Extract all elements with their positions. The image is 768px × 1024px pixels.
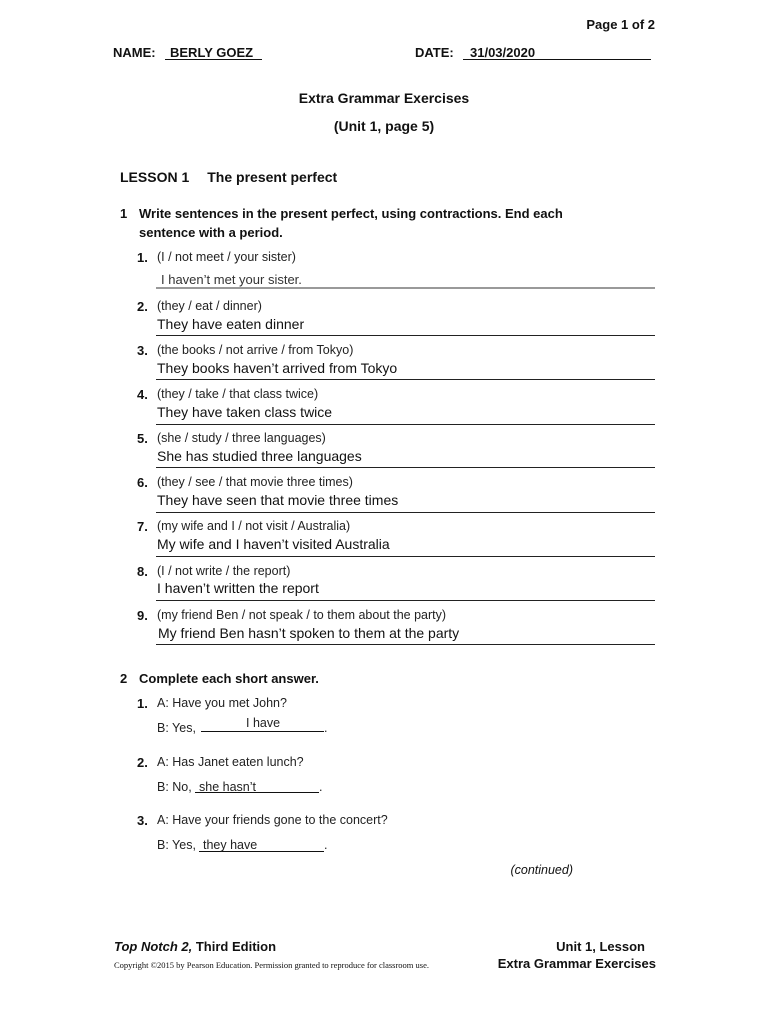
b-prefix: B: Yes, (157, 838, 196, 852)
item-number: 1. (137, 250, 148, 265)
lesson-heading (120, 169, 337, 185)
exercise-1-number: 1 (120, 206, 128, 221)
item-number: 3. (137, 813, 148, 828)
answer-line (156, 424, 655, 425)
footer-unit: Unit 1, Lesson (556, 939, 645, 954)
item-prompt: (my friend Ben / not speak / to them about the party) (157, 608, 447, 622)
answer-text: My friend Ben hasn’t spoken to them at the party (158, 625, 460, 641)
item-prompt: (she / study / three languages) (157, 431, 326, 445)
item-number: 8. (137, 564, 148, 579)
answer-line (156, 379, 655, 380)
short-answer-text: they have (203, 838, 258, 852)
answer-line (156, 467, 655, 468)
answer-line (156, 556, 655, 557)
answer-line (156, 600, 655, 601)
item-number: 7. (137, 519, 148, 534)
item-number: 9. (137, 608, 148, 623)
answer-text: My wife and I haven’t visited Australia (157, 536, 390, 552)
exercise-1-instruction-line2: sentence with a period. (139, 225, 283, 240)
item-number: 2. (137, 755, 148, 770)
item-number: 2. (137, 299, 148, 314)
answer-period: . (324, 721, 328, 735)
answer-text: They have seen that movie three times (157, 492, 399, 508)
answer-period: . (319, 780, 323, 794)
page-number: Page 1 of 2 (586, 17, 655, 32)
item-prompt: (I / not write / the report) (157, 564, 291, 578)
short-answer-line (201, 731, 324, 732)
footer-section: Extra Grammar Exercises (497, 956, 656, 971)
page-subtitle: (Unit 1, page 5) (333, 118, 435, 134)
question-text: A: Have you met John? (157, 696, 287, 710)
item-prompt: (I / not meet / your sister) (157, 250, 296, 264)
question-text: A: Have your friends gone to the concert? (157, 813, 388, 827)
answer-text: They have taken class twice (157, 404, 333, 420)
item-prompt: (the books / not arrive / from Tokyo) (157, 343, 354, 357)
page-title: Extra Grammar Exercises (298, 90, 470, 106)
date-value: 31/03/2020 (470, 45, 536, 60)
answer-text: I haven’t written the report (157, 580, 319, 596)
item-number: 3. (137, 343, 148, 358)
item-number: 4. (137, 387, 148, 402)
footer-book-title (114, 939, 276, 954)
item-prompt: (they / see / that movie three times) (157, 475, 353, 489)
name-value: BERLY GOEZ (170, 45, 254, 60)
copyright-text: Copyright ©2015 by Pearson Education. Permission granted to reproduce for classroom use. (114, 960, 429, 970)
answer-line (156, 287, 655, 289)
b-prefix: B: No, (157, 780, 192, 794)
question-text: A: Has Janet eaten lunch? (157, 755, 304, 769)
lesson-topic: The present perfect (207, 169, 338, 185)
answer-line (156, 512, 655, 513)
short-answer-text: she hasn’t (199, 780, 256, 794)
b-prefix: B: Yes, (157, 721, 196, 735)
item-number: 5. (137, 431, 148, 446)
short-answer-text: I have (246, 716, 281, 730)
item-number: 6. (137, 475, 148, 490)
name-label: NAME: (113, 45, 156, 60)
edition: Third Edition (192, 939, 277, 954)
lesson-label: LESSON 1 (120, 169, 190, 185)
answer-text: They have eaten dinner (157, 316, 305, 332)
answer-text: They books haven’t arrived from Tokyo (157, 360, 398, 376)
exercise-1-instruction-line1: Write sentences in the present perfect, using contractions. End each (139, 206, 563, 221)
name-underline (165, 59, 262, 60)
date-underline (463, 59, 651, 60)
answer-line (156, 644, 655, 645)
answer-line (156, 335, 655, 336)
answer-text: She has studied three languages (157, 448, 362, 464)
exercise-2-instruction: Complete each short answer. (139, 671, 319, 686)
item-prompt: (they / eat / dinner) (157, 299, 262, 313)
answer-period: . (324, 838, 328, 852)
item-number: 1. (137, 696, 148, 711)
date-label: DATE: (415, 45, 454, 60)
book-title: Top Notch 2, (114, 939, 193, 954)
exercise-2-number: 2 (120, 671, 128, 686)
item-prompt: (they / take / that class twice) (157, 387, 319, 401)
item-prompt: (my wife and I / not visit / Australia) (157, 519, 351, 533)
answer-text: I haven’t met your sister. (161, 272, 302, 287)
continued-note: (continued) (510, 863, 573, 877)
